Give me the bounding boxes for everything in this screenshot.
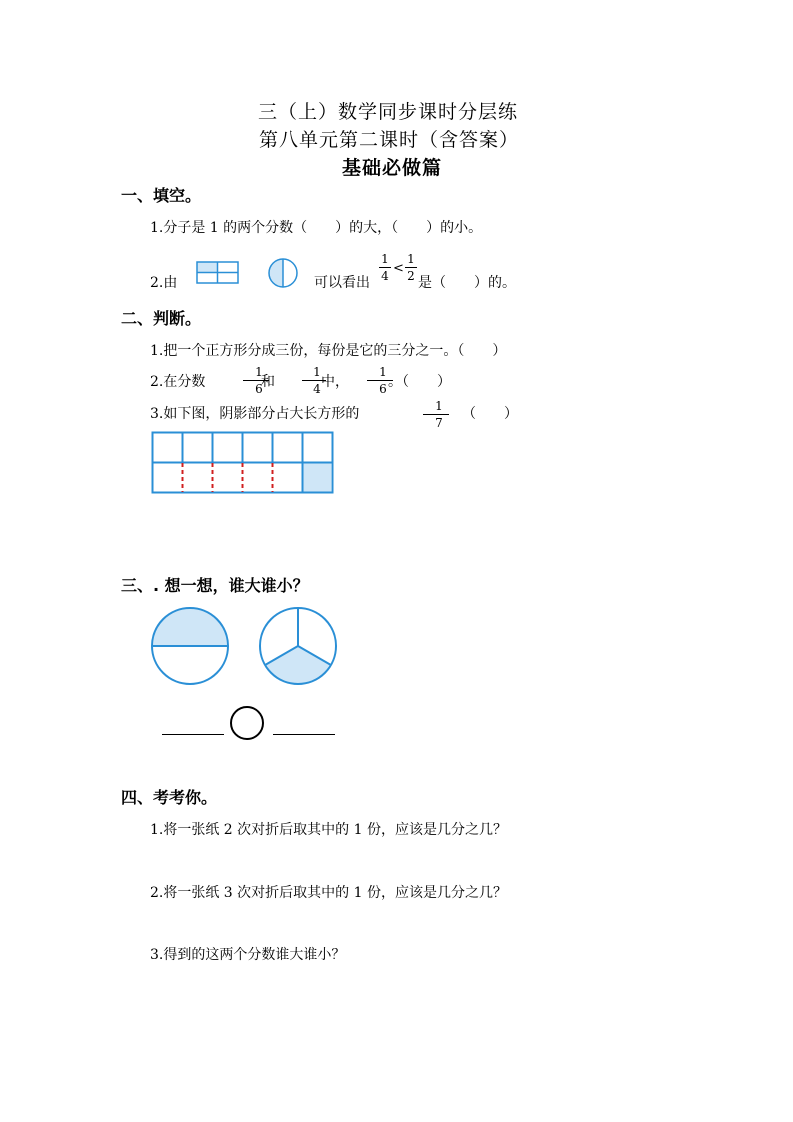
word-among: 中， bbox=[321, 374, 349, 390]
denominator: 6 bbox=[379, 382, 387, 396]
comparison-circle[interactable] bbox=[228, 704, 266, 742]
denominator: 4 bbox=[313, 382, 321, 396]
denominator: 2 bbox=[407, 269, 415, 283]
fraction-one-quarter bbox=[379, 252, 391, 283]
section2-q3: 3.如下图，阴影部分占大长方形的 bbox=[150, 406, 360, 422]
section1-q2-suffix: 是（ ）的。 bbox=[418, 275, 516, 291]
fraction-one-seventh bbox=[432, 399, 446, 430]
section2-heading: 二、判断。 bbox=[121, 309, 202, 328]
denominator: 6 bbox=[255, 382, 263, 396]
section4-q2: 2.将一张纸 3 次对折后取其中的 1 份，应该是几分之几？ bbox=[150, 885, 507, 901]
halved-circle-comparison bbox=[150, 606, 230, 686]
halved-circle-figure bbox=[267, 257, 299, 289]
section-title: 基础必做篇 bbox=[342, 157, 443, 179]
section4-heading: 四、考考你。 bbox=[121, 788, 218, 807]
grid-rectangle-figure bbox=[151, 431, 335, 495]
numerator: 1 bbox=[255, 365, 263, 379]
section1-q2-middle: 可以看出 bbox=[314, 275, 370, 291]
section2-q3-suffix: （ ） bbox=[462, 406, 518, 422]
section4-q1: 1.将一张纸 2 次对折后取其中的 1 份，应该是几分之几？ bbox=[150, 822, 507, 838]
page-subtitle: 第八单元第二课时（含答案） bbox=[259, 129, 520, 151]
section4-q3: 3.得到的这两个分数谁大谁小？ bbox=[150, 947, 346, 963]
section2-q1: 1.把一个正方形分成三份，每份是它的三分之一。（ ） bbox=[150, 343, 507, 359]
section1-q1: 1.分子是 1 的两个分数（ ）的大，（ ）的小。 bbox=[150, 220, 483, 236]
denominator: 7 bbox=[435, 416, 443, 430]
numerator: 1 bbox=[313, 365, 321, 379]
answer-blank-right[interactable] bbox=[273, 734, 335, 735]
thirds-circle-comparison bbox=[258, 606, 338, 686]
section1-heading: 一、填空。 bbox=[121, 186, 202, 205]
numerator: 1 bbox=[407, 252, 415, 266]
section2-q2-suffix: 。（ ） bbox=[388, 374, 451, 390]
section3-heading: 三、. 想一想，谁大谁小？ bbox=[121, 576, 309, 595]
numerator: 1 bbox=[435, 399, 443, 413]
section2-q2-prefix: 2.在分数 bbox=[150, 374, 206, 390]
numerator: 1 bbox=[381, 252, 389, 266]
less-than-sign: < bbox=[393, 261, 404, 276]
section1-q2-prefix: 2.由 bbox=[150, 275, 178, 291]
denominator: 4 bbox=[381, 269, 389, 283]
word-and: 和 bbox=[261, 374, 275, 390]
page-title: 三（上）数学同步课时分层练 bbox=[258, 101, 519, 123]
numerator: 1 bbox=[379, 365, 387, 379]
fraction-one-half bbox=[405, 252, 417, 283]
quartered-rectangle-figure bbox=[196, 261, 240, 285]
answer-blank-left[interactable] bbox=[162, 734, 224, 735]
